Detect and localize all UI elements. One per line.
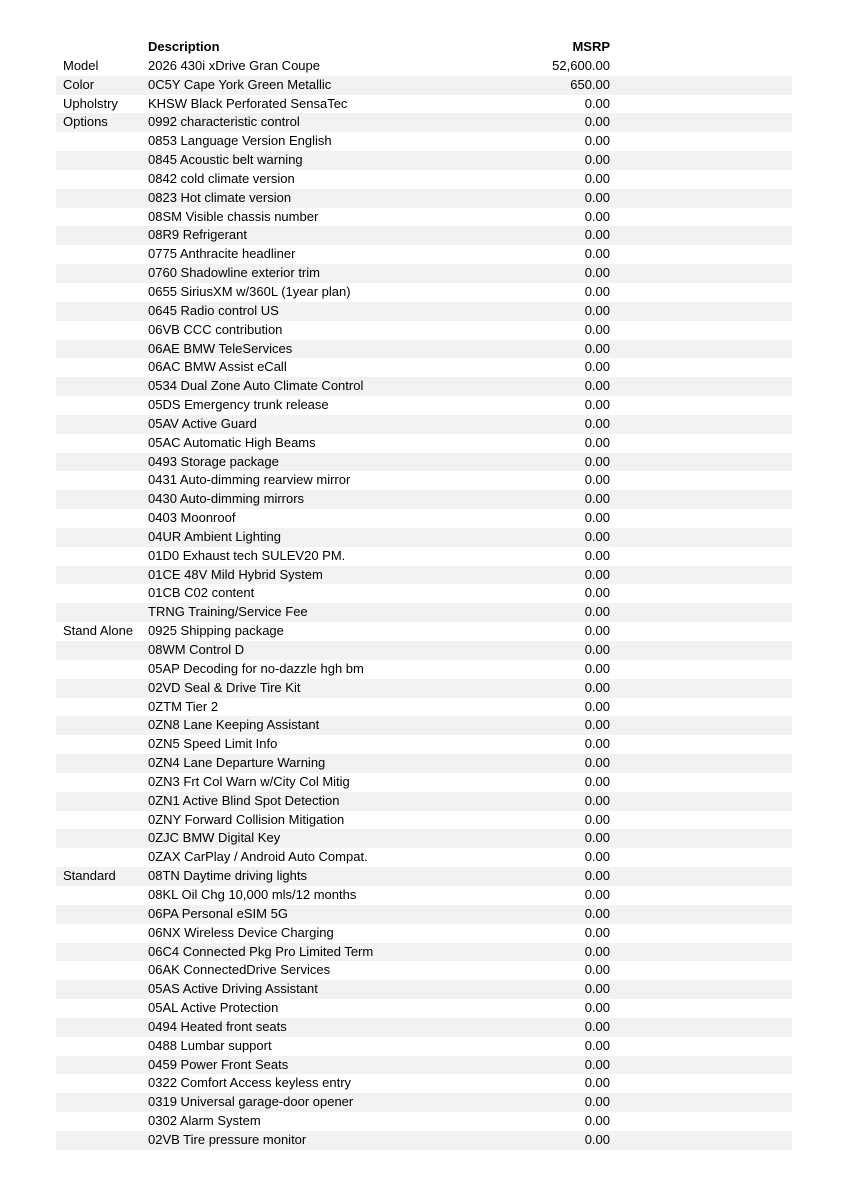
row-msrp: 0.00	[584, 397, 610, 413]
row-category: Upholstry	[63, 95, 118, 111]
row-msrp: 0.00	[584, 905, 610, 921]
row-msrp: 0.00	[584, 792, 610, 808]
row-msrp: 0.00	[584, 321, 610, 337]
row-description: 0C5Y Cape York Green Metallic	[148, 76, 332, 92]
table-row	[56, 1093, 792, 1112]
row-description: 0ZN4 Lane Departure Warning	[148, 755, 326, 771]
row-description: 0845 Acoustic belt warning	[148, 152, 303, 168]
table-row	[56, 245, 792, 264]
table-row	[56, 509, 792, 528]
row-description: 0760 Shadowline exterior trim	[148, 265, 320, 281]
table-row	[56, 76, 792, 95]
table-row	[56, 490, 792, 509]
row-msrp: 0.00	[584, 1113, 610, 1129]
table-row	[56, 829, 792, 848]
row-description: 0403 Moonroof	[148, 510, 236, 526]
table-body	[56, 57, 792, 1150]
row-description: 02VB Tire pressure monitor	[148, 1131, 307, 1147]
table-row	[56, 1037, 792, 1056]
row-msrp: 650.00	[570, 76, 610, 92]
table-row	[56, 453, 792, 472]
row-msrp: 0.00	[584, 434, 610, 450]
row-description: 05AS Active Driving Assistant	[148, 981, 318, 997]
row-msrp: 0.00	[584, 227, 610, 243]
table-row	[56, 660, 792, 679]
row-msrp: 0.00	[584, 359, 610, 375]
row-msrp: 0.00	[584, 152, 610, 168]
table-row	[56, 622, 792, 641]
row-description: 01D0 Exhaust tech SULEV20 PM.	[148, 547, 346, 563]
table-row	[56, 943, 792, 962]
row-msrp: 0.00	[584, 491, 610, 507]
row-msrp: 0.00	[584, 660, 610, 676]
table-row	[56, 471, 792, 490]
row-msrp: 0.00	[584, 773, 610, 789]
table-row	[56, 340, 792, 359]
row-description: 0ZAX CarPlay / Android Auto Compat.	[148, 849, 368, 865]
row-description: 0494 Heated front seats	[148, 1018, 287, 1034]
row-description: 0302 Alarm System	[148, 1113, 261, 1129]
row-msrp: 0.00	[584, 283, 610, 299]
table-row	[56, 547, 792, 566]
table-row	[56, 566, 792, 585]
row-msrp: 0.00	[584, 811, 610, 827]
row-msrp: 0.00	[584, 189, 610, 205]
row-description: 06AE BMW TeleServices	[148, 340, 293, 356]
row-description: 06AC BMW Assist eCall	[148, 359, 287, 375]
table-row	[56, 698, 792, 717]
row-description: 2026 430i xDrive Gran Coupe	[148, 57, 320, 73]
row-description: KHSW Black Perforated SensaTec	[148, 95, 348, 111]
table-row	[56, 151, 792, 170]
table-row	[56, 1018, 792, 1037]
row-description: 0ZNY Forward Collision Mitigation	[148, 811, 345, 827]
row-msrp: 0.00	[584, 642, 610, 657]
row-msrp: 0.00	[584, 1037, 610, 1053]
table-row	[56, 170, 792, 189]
row-description: 02VD Seal & Drive Tire Kit	[148, 679, 301, 695]
row-msrp: 0.00	[584, 830, 610, 846]
row-description: 0488 Lumbar support	[148, 1037, 272, 1053]
row-msrp: 0.00	[584, 114, 610, 130]
row-msrp: 0.00	[584, 849, 610, 865]
table-row	[56, 848, 792, 867]
row-msrp: 0.00	[584, 679, 610, 695]
row-category: Options	[63, 114, 108, 130]
row-description: 05AL Active Protection	[148, 1000, 279, 1016]
row-msrp: 0.00	[584, 755, 610, 771]
row-msrp: 0.00	[584, 1075, 610, 1091]
row-msrp: 0.00	[584, 246, 610, 262]
table-row	[56, 528, 792, 547]
row-msrp: 0.00	[584, 95, 610, 111]
row-description: 0655 SiriusXM w/360L (1year plan)	[148, 283, 351, 299]
table-row	[56, 716, 792, 735]
row-msrp: 0.00	[584, 378, 610, 394]
table-row	[56, 811, 792, 830]
row-description: 0775 Anthracite headliner	[148, 246, 296, 262]
row-msrp: 0.00	[584, 510, 610, 526]
row-description: 06C4 Connected Pkg Pro Limited Term	[148, 943, 374, 959]
row-msrp: 0.00	[584, 736, 610, 752]
row-description: 0322 Comfort Access keyless entry	[148, 1075, 352, 1091]
row-description: 0ZN1 Active Blind Spot Detection	[148, 792, 340, 808]
row-msrp: 0.00	[584, 1018, 610, 1034]
row-msrp: 0.00	[584, 698, 610, 714]
table-row	[56, 1112, 792, 1131]
row-description: 0992 characteristic control	[148, 114, 300, 130]
row-description: 08TN Daytime driving lights	[148, 868, 307, 884]
msrp-header: MSRP	[572, 39, 610, 54]
row-description: 08KL Oil Chg 10,000 mls/12 months	[148, 886, 357, 902]
row-msrp: 0.00	[584, 208, 610, 224]
row-description: 06PA Personal eSIM 5G	[148, 905, 288, 921]
row-msrp: 0.00	[584, 623, 610, 639]
row-msrp: 0.00	[584, 528, 610, 544]
table-row	[56, 754, 792, 773]
row-msrp: 0.00	[584, 340, 610, 356]
row-category: Standard	[63, 868, 116, 884]
row-description: TRNG Training/Service Fee	[148, 604, 308, 620]
row-description: 05AV Active Guard	[148, 415, 257, 431]
table-row	[56, 679, 792, 698]
row-msrp: 0.00	[584, 868, 610, 884]
table-row	[56, 924, 792, 943]
row-msrp: 0.00	[584, 566, 610, 582]
row-msrp: 0.00	[584, 415, 610, 431]
row-description: 0534 Dual Zone Auto Climate Control	[148, 378, 364, 394]
table-row	[56, 321, 792, 340]
row-description: 05DS Emergency trunk release	[148, 397, 329, 413]
table-row	[56, 735, 792, 754]
table-header	[56, 38, 792, 57]
row-description: 0493 Storage package	[148, 453, 279, 469]
table-row	[56, 302, 792, 321]
table-row	[56, 189, 792, 208]
row-description: 06VB CCC contribution	[148, 321, 283, 337]
row-description: 0430 Auto-dimming mirrors	[148, 491, 305, 507]
row-msrp: 0.00	[584, 1000, 610, 1016]
description-header: Description	[148, 39, 220, 54]
row-msrp: 52,600.00	[552, 57, 610, 73]
row-description: 0645 Radio control US	[148, 302, 279, 318]
table-row	[56, 641, 792, 660]
table-row	[56, 415, 792, 434]
row-msrp: 0.00	[584, 547, 610, 563]
row-description: 0ZN8 Lane Keeping Assistant	[148, 717, 320, 733]
row-msrp: 0.00	[584, 585, 610, 601]
row-description: 0925 Shipping package	[148, 623, 284, 639]
row-description: 0842 cold climate version	[148, 170, 295, 186]
table-row	[56, 603, 792, 622]
row-description: 08WM Control D	[148, 642, 245, 657]
row-msrp: 0.00	[584, 1131, 610, 1147]
row-description: 01CE 48V Mild Hybrid System	[148, 566, 323, 582]
row-description: 0ZTM Tier 2	[148, 698, 219, 714]
row-msrp: 0.00	[584, 1056, 610, 1072]
row-category: Model	[63, 57, 99, 73]
row-description: 06NX Wireless Device Charging	[148, 924, 334, 940]
row-msrp: 0.00	[584, 1094, 610, 1110]
table-row	[56, 905, 792, 924]
row-description: 06AK ConnectedDrive Services	[148, 962, 331, 978]
table-row	[56, 792, 792, 811]
row-description: 08SM Visible chassis number	[148, 208, 319, 224]
row-msrp: 0.00	[584, 302, 610, 318]
row-msrp: 0.00	[584, 924, 610, 940]
row-category: Stand Alone	[63, 623, 134, 639]
row-description: 0ZN5 Speed Limit Info	[148, 736, 278, 752]
table-row	[56, 980, 792, 999]
row-description: 0ZJC BMW Digital Key	[148, 830, 281, 846]
table-row	[56, 358, 792, 377]
table-row	[56, 264, 792, 283]
row-description: 01CB C02 content	[148, 585, 255, 601]
row-description: 0431 Auto-dimming rearview mirror	[148, 472, 351, 488]
row-description: 04UR Ambient Lighting	[148, 528, 281, 544]
table-row	[56, 208, 792, 227]
table-row	[56, 95, 792, 114]
row-msrp: 0.00	[584, 962, 610, 978]
row-msrp: 0.00	[584, 453, 610, 469]
table-row	[56, 999, 792, 1018]
table-row	[56, 132, 792, 151]
row-msrp: 0.00	[584, 472, 610, 488]
table-row	[56, 377, 792, 396]
row-description: 0459 Power Front Seats	[148, 1056, 289, 1072]
row-description: 05AP Decoding for no-dazzle hgh bm	[148, 660, 364, 676]
table-row	[56, 113, 792, 132]
table-row	[56, 396, 792, 415]
row-description: 0823 Hot climate version	[148, 189, 292, 205]
row-msrp: 0.00	[584, 717, 610, 733]
table-row	[56, 961, 792, 980]
row-msrp: 0.00	[584, 981, 610, 997]
table-row	[56, 886, 792, 905]
table-row	[56, 1131, 792, 1150]
price-sheet	[56, 38, 792, 1150]
table-row	[56, 584, 792, 603]
row-category: Color	[63, 76, 95, 92]
row-msrp: 0.00	[584, 886, 610, 902]
row-description: 08R9 Refrigerant	[148, 227, 247, 243]
row-msrp: 0.00	[584, 943, 610, 959]
row-description: 0319 Universal garage-door opener	[148, 1094, 354, 1110]
table-row	[56, 283, 792, 302]
row-msrp: 0.00	[584, 604, 610, 620]
table-row	[56, 434, 792, 453]
row-description: 0853 Language Version English	[148, 133, 332, 149]
table-row	[56, 226, 792, 245]
table-row	[56, 773, 792, 792]
row-msrp: 0.00	[584, 133, 610, 149]
row-description: 05AC Automatic High Beams	[148, 434, 316, 450]
row-msrp: 0.00	[584, 265, 610, 281]
table-row	[56, 1074, 792, 1093]
table-row	[56, 867, 792, 886]
row-description: 0ZN3 Frt Col Warn w/City Col Mitig	[148, 773, 350, 789]
row-msrp: 0.00	[584, 170, 610, 186]
table-row	[56, 57, 792, 76]
table-row	[56, 1056, 792, 1075]
